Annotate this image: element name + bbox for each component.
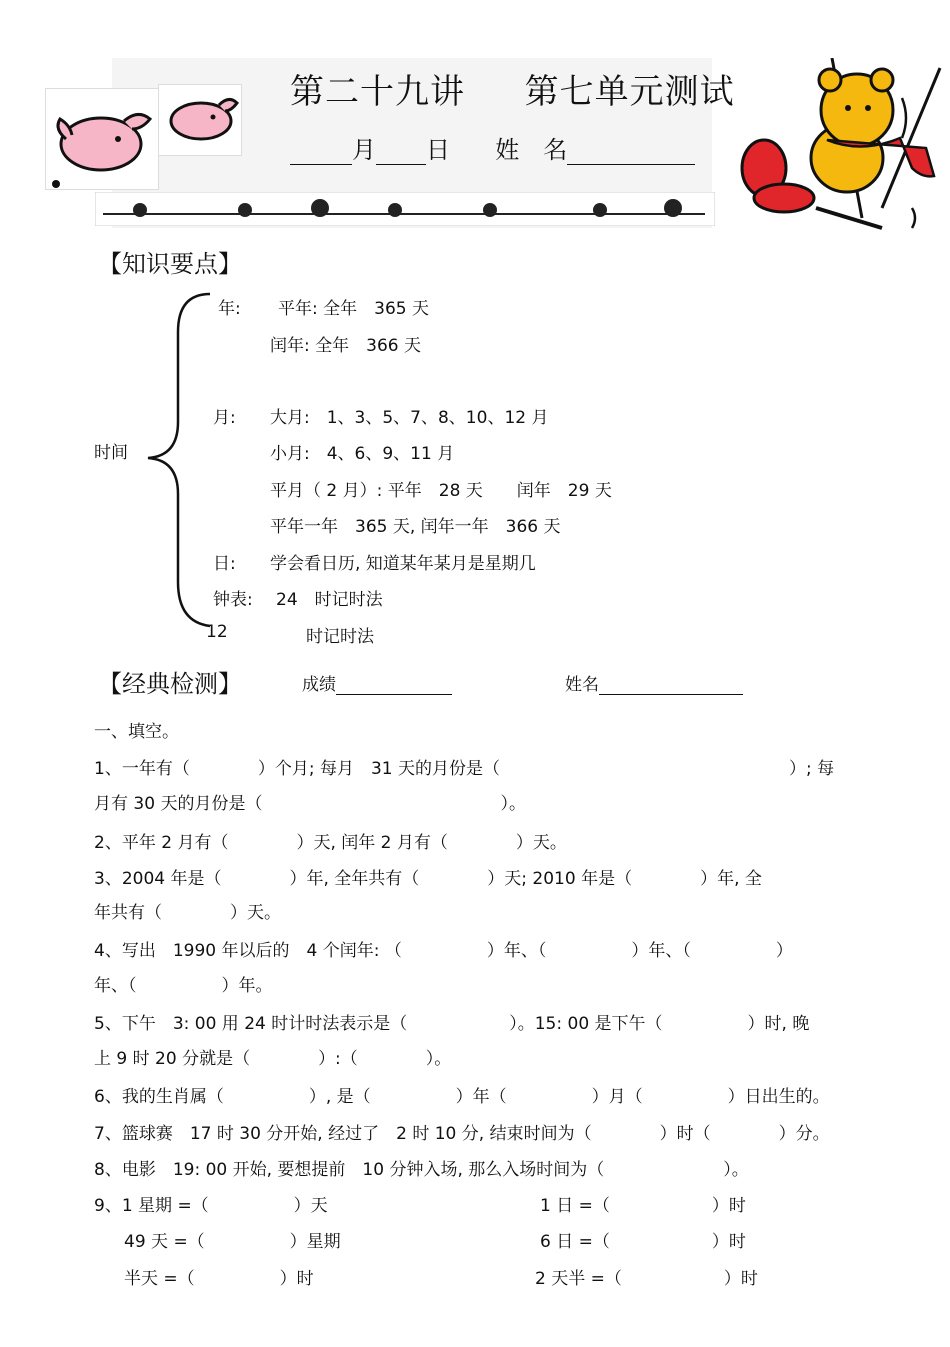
pink-bird-icon [46, 89, 158, 189]
question-7: 7、篮球赛 17 时 30 分开始, 经过了 2 时 10 分, 结束时间为（ ）时（ ）分。 [94, 1124, 830, 1144]
clock-24-text: 24 时记时法 [276, 590, 383, 610]
question-9-49days: 49 天 =（ ）星期 [124, 1232, 341, 1252]
year-days-text: 平年一年 365 天, 闰年一年 366 天 [270, 517, 561, 537]
question-8: 8、电影 19: 00 开始, 要想提前 10 分钟入场, 那么入场时间为（ ）。 [94, 1160, 749, 1180]
bear-on-swing-icon [712, 58, 948, 234]
calendar-text: 学会看日历, 知道某年某月是星期几 [270, 554, 536, 574]
bird-frame-left [45, 88, 159, 190]
common-year-text: 平年: 全年 365 天 [278, 299, 429, 319]
month-blank [290, 142, 352, 165]
question-5-line2: 上 9 时 20 分就是（ ）:（ ）。 [94, 1049, 452, 1069]
clock-12-number: 12 [206, 622, 228, 642]
question-4-line2: 年、（ ）年。 [94, 976, 273, 996]
name-blank [567, 142, 695, 165]
question-3-line2: 年共有（ ）天。 [94, 903, 281, 923]
day-blank [376, 142, 426, 165]
lecture-number: 第二十九讲 [290, 72, 465, 112]
big-month-text: 大月: 1、3、5、7、8、10、12 月 [270, 408, 549, 428]
page-title [290, 64, 735, 113]
question-4-line1: 4、写出 1990 年以后的 4 个闰年: （ ）年、（ ）年、（ ） [94, 941, 793, 961]
month-label: 月 [352, 136, 376, 164]
test-heading: 【经典检测】 [98, 670, 242, 698]
date-name-line [290, 130, 695, 165]
question-2: 2、平年 2 月有（ ）天, 闰年 2 月有（ ）天。 [94, 833, 567, 853]
question-9-week: 9、1 星期 =（ ）天 [94, 1196, 328, 1216]
question-9-6days: 6 日 =（ ）时 [540, 1232, 746, 1252]
question-5-line1: 5、下午 3: 00 用 24 时计时法表示是（ ）。15: 00 是下午（ ）时, 晚 [94, 1014, 810, 1034]
knowledge-heading: 【知识要点】 [98, 250, 242, 278]
score-field[interactable] [302, 670, 452, 695]
name-label: 姓 名 [495, 136, 568, 164]
question-3-line1: 3、2004 年是（ ）年, 全年共有（ ）天; 2010 年是（ ）年, 全 [94, 869, 762, 889]
month-label-k: 月: [213, 408, 236, 428]
february-text: 平月（ 2 月）: 平年 28 天 闰年 29 天 [270, 481, 612, 501]
question-6: 6、我的生肖属（ ）, 是（ ）年（ ）月（ ）日出生的。 [94, 1087, 830, 1107]
leap-year-text: 闰年: 全年 366 天 [270, 336, 421, 356]
small-month-text: 小月: 4、6、9、11 月 [270, 444, 455, 464]
name-field[interactable] [565, 670, 743, 695]
question-9-2.5days: 2 天半 =（ ）时 [535, 1269, 758, 1289]
question-1-line1: 1、一年有（ ）个月; 每月 31 天的月份是（ ）; 每 [94, 759, 835, 779]
name-blank-test[interactable] [599, 676, 743, 695]
bird-frame-right [158, 84, 242, 156]
question-9-halfday: 半天 =（ ）时 [124, 1269, 314, 1289]
day-label: 日 [426, 136, 450, 164]
clock-12-text: 时记时法 [306, 627, 374, 647]
curly-brace [140, 292, 220, 632]
time-root-label: 时间 [94, 443, 128, 463]
clock-label: 钟表: [213, 590, 253, 610]
unit-test-title: 第七单元测试 [524, 72, 735, 112]
day-label-k: 日: [213, 554, 236, 574]
score-label: 成绩 [302, 675, 336, 695]
score-blank[interactable] [336, 676, 452, 695]
pink-bird-icon [159, 85, 241, 155]
flower-border-icon [95, 192, 715, 226]
year-label: 年: [218, 299, 241, 319]
section-fill-blank: 一、填空。 [94, 722, 179, 742]
name-label-test: 姓名 [565, 675, 599, 695]
question-9-day-hours: 1 日 =（ ）时 [540, 1196, 746, 1216]
question-1-line2: 月有 30 天的月份是（ ）。 [94, 794, 526, 814]
